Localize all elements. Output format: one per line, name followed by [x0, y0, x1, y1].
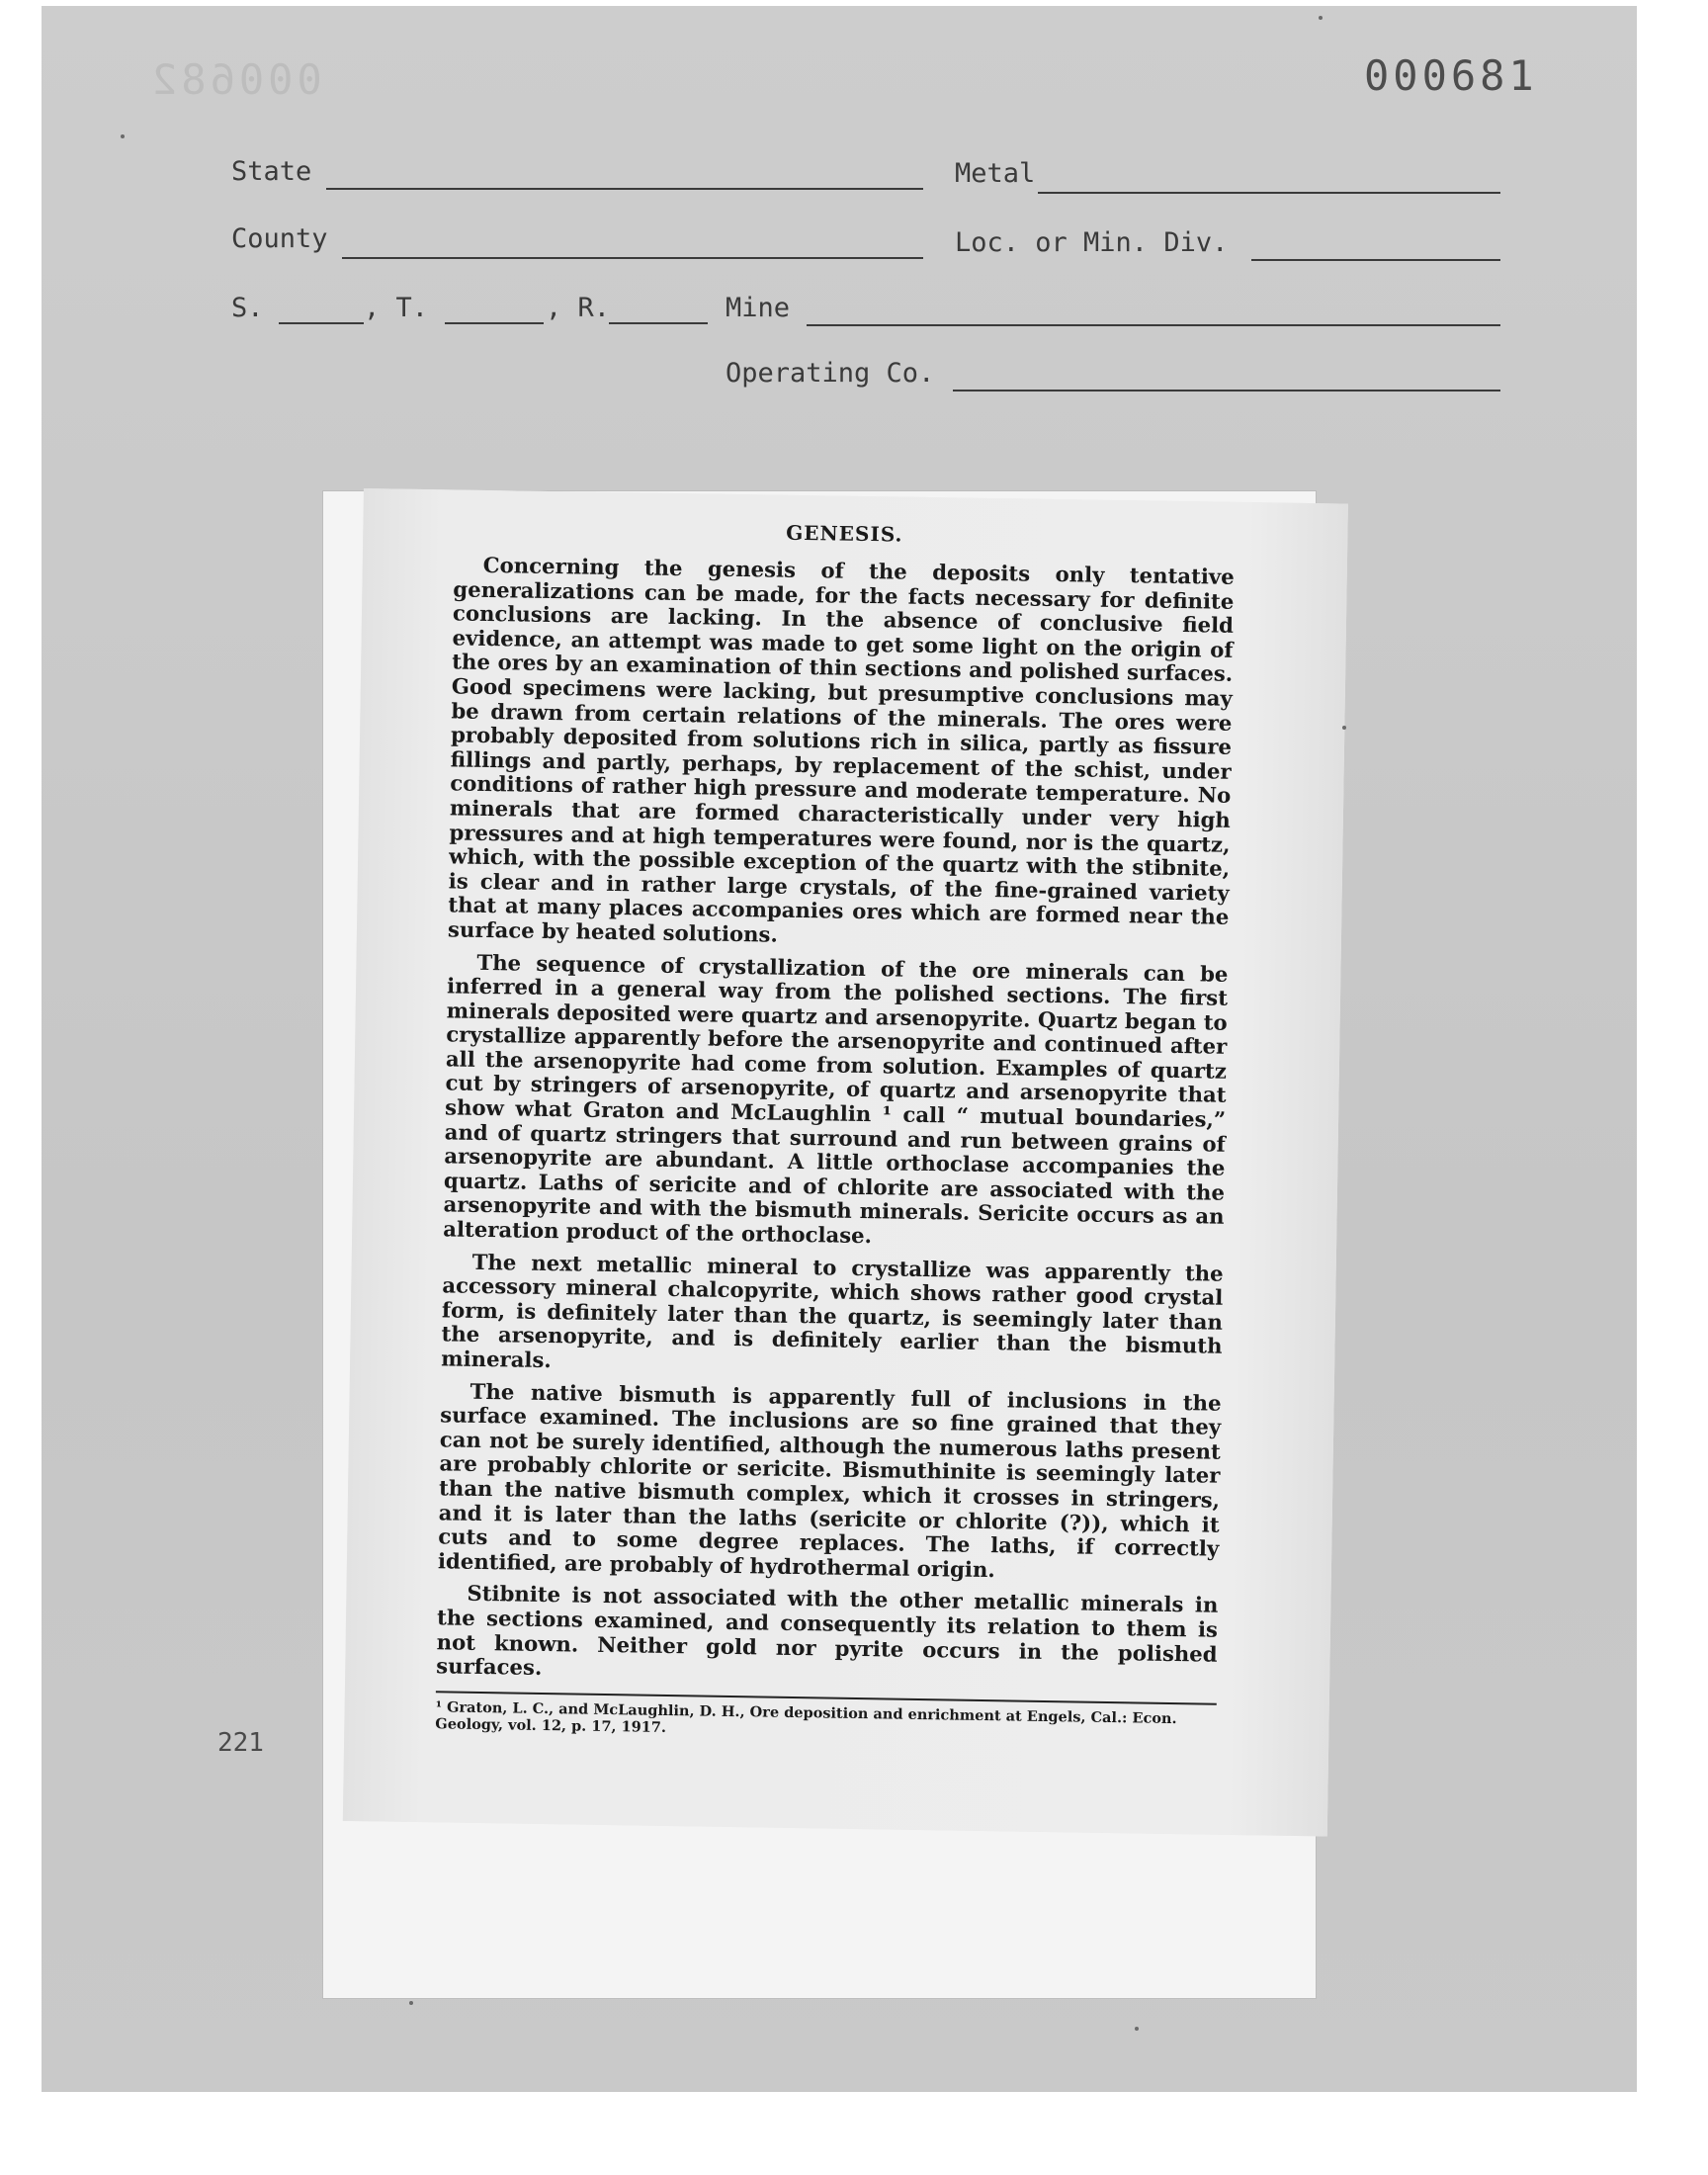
state-field[interactable]	[326, 188, 923, 190]
report-clipping	[343, 488, 1348, 1836]
footnote: ¹ Graton, L. C., and McLaughlin, D. H., Ore deposition and enrichment at Engels, Cal.: Econ. Geology, vol. 12, p. 17, 1917.	[435, 1698, 1177, 1736]
page-number: 221	[217, 1728, 264, 1758]
section-label: S.	[231, 293, 264, 323]
paragraph-genesis: Concerning the genesis of the deposits only tentative generalizations can be made, for the facts necessary for definite conclusions are lacking. In the absence of conclusive field evidence, an attempt was made to get some light on the origin of the ores by an examination of thin sections and polished surfaces. Good specimens were lacking, but presumptive conclusions may be drawn from certain relations of the minerals. The ores were probably deposited from solutions rich in silica, partly as fissure fillings and partly, perhaps, by replacement of the schist, under conditions of rather high pressure and moderate temperature. No minerals that are formed characteristically under very high pressures and at high temperatures were found, nor is the quartz, which, with the possible exception of the quartz with the stibnite, is clear and in rather large crystals, of the fine-grained variety that at many places accompanies ores which are formed near the surface by heated solutions.	[447, 552, 1235, 947]
metal-field[interactable]	[1038, 192, 1500, 194]
document-number: 000681	[1364, 51, 1538, 100]
ghost-document-number: 000682	[148, 55, 322, 104]
paragraph-stibnite: Stibnite is not associated with the other metallic minerals in the sections examined, and consequently its relation to them is not known. Neither gold nor pyrite occurs in the polished surfaces.	[436, 1581, 1219, 1681]
loc-or-min-div-field[interactable]	[1251, 259, 1500, 261]
section-field[interactable]	[279, 322, 364, 324]
operating-co-label: Operating Co.	[726, 358, 935, 389]
county-field[interactable]	[342, 257, 923, 259]
operating-co-field[interactable]	[953, 390, 1500, 392]
metal-label: Metal	[955, 158, 1036, 189]
paragraph-sequence: The sequence of crystallization of the ore minerals can be inferred in a general way from the polished sections. The first minerals deposited were quartz and arsenopyrite. Quartz began to crystallize apparently before the arsenopyrite and continued after all the arsenopyrite had come from solution. Examples of quartz cut by stringers of arsenopyrite, of quartz and arsenopyrite that show what Graton and McLaughlin ¹ call “ mutual boundaries,” and of quartz stringers that surround and run between grains of arsenopyrite are abundant. A little orthoclase accompanies the quartz. Laths of sericite and of chlorite are associated with the arsenopyrite and with the bismuth minerals. Sericite occurs as an alteration product of the orthoclase.	[443, 949, 1229, 1249]
state-label: State	[231, 156, 312, 187]
mine-field[interactable]	[807, 324, 1500, 326]
mine-label: Mine	[726, 293, 791, 323]
county-label: County	[231, 223, 328, 254]
paragraph-bismuth: The native bismuth is apparently full of inclusions in the surface examined. The inclusions are so fine grained that they can not be surely identified, although the numerous laths present are probably chlorite or sericite. Bismuthinite is seemingly later than the native bismuth complex, which it crosses in stringers, and it is later than the laths (sericite or chlorite (?)), which it cuts and to some degree replaces. The laths, if correctly identified, are probably of hydrothermal origin.	[437, 1378, 1222, 1582]
scan-speck	[121, 134, 125, 138]
scan-speck	[1342, 726, 1346, 730]
clipping-title: GENESIS.	[785, 520, 903, 547]
range-field[interactable]	[609, 322, 708, 324]
scan-speck	[409, 2001, 413, 2005]
loc-or-min-div-label: Loc. or Min. Div.	[955, 227, 1229, 258]
scan-speck	[1135, 2027, 1139, 2031]
clipping-body	[435, 515, 1235, 1744]
range-label: , R.	[546, 293, 611, 323]
paragraph-chalcopyrite: The next metallic mineral to crystallize was apparently the accessory mineral chalcopyrite, which shows rather good crystal form, is definitely later than the quartz, is seemingly later than the arsenopyrite, and is definitely earlier than the bismuth minerals.	[440, 1249, 1224, 1373]
scan-speck	[1319, 16, 1323, 20]
township-label: , T.	[364, 293, 429, 323]
township-field[interactable]	[445, 322, 544, 324]
